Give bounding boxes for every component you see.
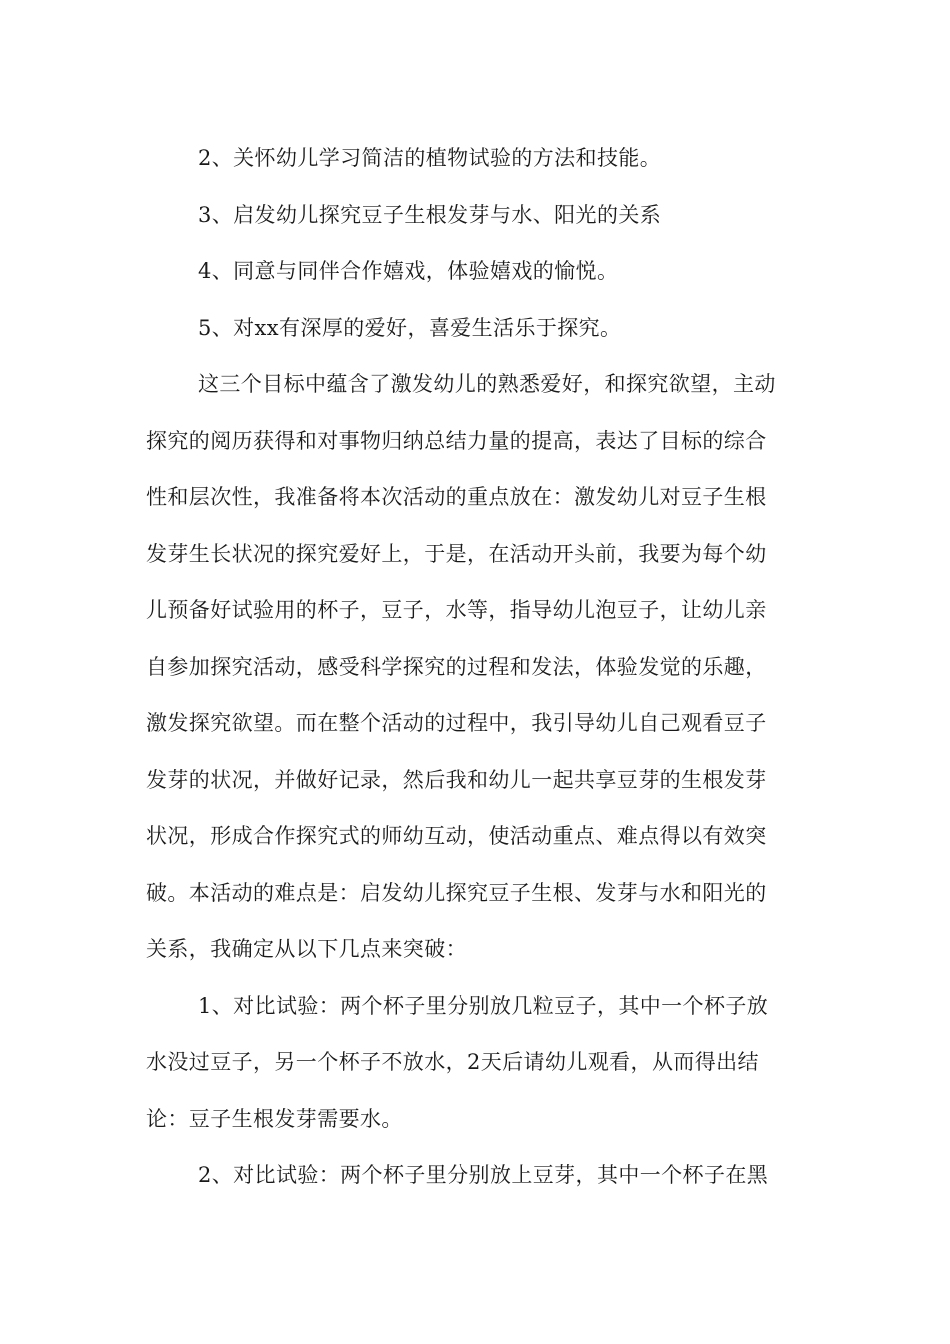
paragraph-line: 性和层次性，我准备将本次活动的重点放在：激发幼儿对豆子生根 (146, 485, 767, 509)
objective-4: 4、同意与同伴合作嬉戏，体验嬉戏的愉悦。 (198, 259, 619, 283)
paragraph-line: 这三个目标中蕴含了激发幼儿的熟悉爱好，和探究欲望，主动 (198, 372, 776, 396)
objective-5: 5、对xx有深厚的爱好，喜爱生活乐于探究。 (198, 315, 622, 340)
paragraph-line: 发芽的状况，并做好记录，然后我和幼儿一起共享豆芽的生根发芽 (146, 767, 767, 792)
paragraph-line: 儿预备好试验用的杯子，豆子，水等，指导幼儿泡豆子，让幼儿亲 (146, 598, 767, 622)
document-body (146, 130, 808, 1204)
objective-3: 3、启发幼儿探究豆子生根发芽与水、阳光的关系 (198, 202, 662, 227)
paragraph-line: 探究的阅历获得和对事物归纳总结力量的提高，表达了目标的综合 (146, 428, 767, 453)
experiment-2-line: 2、对比试验：两个杯子里分别放上豆芽，其中一个杯子在黑 (198, 1163, 769, 1187)
paragraph-line: 激发探究欲望。而在整个活动的过程中，我引导幼儿自己观看豆子 (146, 711, 767, 735)
objective-2: 2、关怀幼儿学习简洁的植物试验的方法和技能。 (198, 146, 662, 170)
paragraph-line: 关系，我确定从以下几点来突破： (146, 937, 467, 961)
paragraph-line: 破。本活动的难点是：启发幼儿探究豆子生根、发芽与水和阳光的 (146, 880, 767, 905)
paragraph-line: 自参加探究活动，感受科学探究的过程和发法，体验发觉的乐趣， (146, 654, 767, 679)
experiment-1-line: 1、对比试验：两个杯子里分别放几粒豆子，其中一个杯子放 (198, 993, 769, 1018)
paragraph-line: 发芽生长状况的探究爱好上，于是，在活动开头前，我要为每个幼 (146, 541, 767, 566)
experiment-1-line: 论：豆子生根发芽需要水。 (146, 1106, 403, 1131)
experiment-1-line: 水没过豆子，另一个杯子不放水，2天后请幼儿观看，从而得出结 (146, 1050, 759, 1074)
paragraph-line: 状况，形成合作探究式的师幼互动，使活动重点、难点得以有效突 (146, 824, 767, 848)
